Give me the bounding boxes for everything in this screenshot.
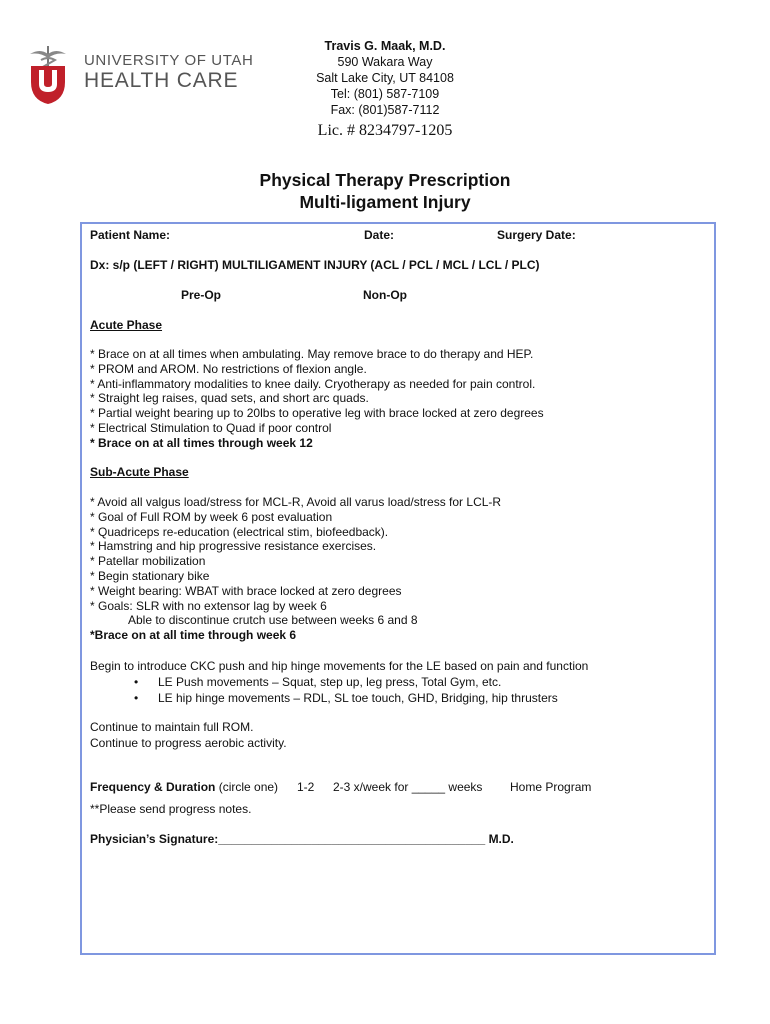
list-item: * Begin stationary bike (90, 568, 210, 583)
acute-phase-heading: Acute Phase (90, 318, 163, 332)
logo-university: UNIVERSITY OF UTAH (84, 52, 254, 69)
list-item: * Hamstring and hip progressive resistance exercises. (90, 539, 377, 554)
list-item: Able to discontinue crutch use between weeks 6 and 8 (128, 613, 418, 628)
list-item: * Brace on at all times through week 12 (90, 435, 313, 450)
frequency-option-home[interactable]: Home Program (510, 780, 592, 794)
ckc-bullet-hinge: LE hip hinge movements – RDL, SL toe touch, GHD, Bridging, hip thrusters (158, 691, 558, 705)
doctor-fax: Fax: (801)587-7112 (330, 103, 440, 117)
list-item: * Quadriceps re-education (electrical stim, biofeedback). (90, 524, 389, 539)
list-item: * Straight leg raises, quad sets, and short arc quads. (90, 391, 369, 406)
list-item: * Anti-inflammatory modalities to knee daily. Cryotherapy as needed for pain control. (90, 376, 536, 391)
frequency-label: Frequency & Duration (90, 780, 216, 794)
caduceus-shield-icon (28, 44, 80, 106)
logo-health-care: HEALTH CARE (84, 69, 239, 92)
frequency-row (90, 780, 278, 795)
bullet-dot-icon: • (134, 675, 139, 689)
bullet-dot-icon: • (134, 691, 139, 705)
doctor-name: Travis G. Maak, M.D. (324, 39, 446, 53)
subacute-phase-list (90, 495, 501, 643)
date-label: Date: (364, 228, 395, 242)
logo-wordmark (84, 52, 253, 93)
list-item: * Partial weight bearing up to 20lbs to operative leg with brace locked at zero degrees (90, 406, 544, 421)
signature-label: Physician’s Signature: (90, 832, 219, 846)
list-item: * PROM and AROM. No restrictions of flexion angle. (90, 361, 367, 376)
frequency-circle-note: (circle one) (218, 780, 279, 794)
signature-suffix: M.D. (488, 832, 514, 846)
surgery-date-label: Surgery Date: (497, 228, 576, 242)
doctor-tel: Tel: (801) 587-7109 (330, 87, 440, 101)
ckc-bullet-push: LE Push movements – Squat, step up, leg press, Total Gym, etc. (158, 675, 502, 689)
doctor-city: Salt Lake City, UT 84108 (316, 71, 454, 85)
doctor-address: 590 Wakara Way (337, 55, 433, 69)
list-item: * Goal of Full ROM by week 6 post evaluation (90, 509, 333, 524)
list-item: * Avoid all valgus load/stress for MCL-R, Avoid all varus load/stress for LCL-R (90, 495, 502, 509)
doctor-license: Lic. # 8234797-1205 (317, 122, 453, 139)
list-item: * Brace on at all times when ambulating. May remove brace to do therapy and HEP. (90, 347, 534, 361)
list-item: *Brace on at all time through week 6 (90, 628, 297, 643)
pre-op-option: Pre-Op (181, 288, 222, 302)
list-item: * Goals: SLR with no extensor lag by week 6 (90, 598, 327, 613)
list-item: * Electrical Stimulation to Quad if poor control (90, 420, 332, 435)
progress-notes: **Please send progress notes. (90, 802, 252, 816)
subacute-phase-heading: Sub-Acute Phase (90, 465, 189, 479)
continue-aerobic: Continue to progress aerobic activity. (90, 736, 287, 750)
diagnosis-line: Dx: s/p (LEFT / RIGHT) MULTILIGAMENT INJURY (ACL / PCL / MCL / LCL / PLC) (90, 258, 540, 272)
list-item: * Patellar mobilization (90, 554, 206, 569)
signature-line[interactable]: ________________________________________ (218, 832, 486, 846)
list-item: * Weight bearing: WBAT with brace locked at zero degrees (90, 583, 402, 598)
acute-phase-list (90, 347, 544, 451)
continue-rom: Continue to maintain full ROM. (90, 720, 254, 734)
document-title: Physical Therapy Prescription (259, 170, 511, 190)
patient-name-label: Patient Name: (90, 228, 171, 242)
signature-row (90, 832, 514, 847)
ckc-intro: Begin to introduce CKC push and hip hinge movements for the LE based on pain and function (90, 659, 589, 673)
non-op-option: Non-Op (363, 288, 407, 302)
doctor-info (300, 38, 470, 142)
frequency-option-1[interactable]: 1-2 (297, 780, 315, 794)
frequency-option-2[interactable]: 2-3 x/week for _____ weeks (333, 780, 483, 794)
document-subtitle: Multi-ligament Injury (299, 192, 471, 212)
